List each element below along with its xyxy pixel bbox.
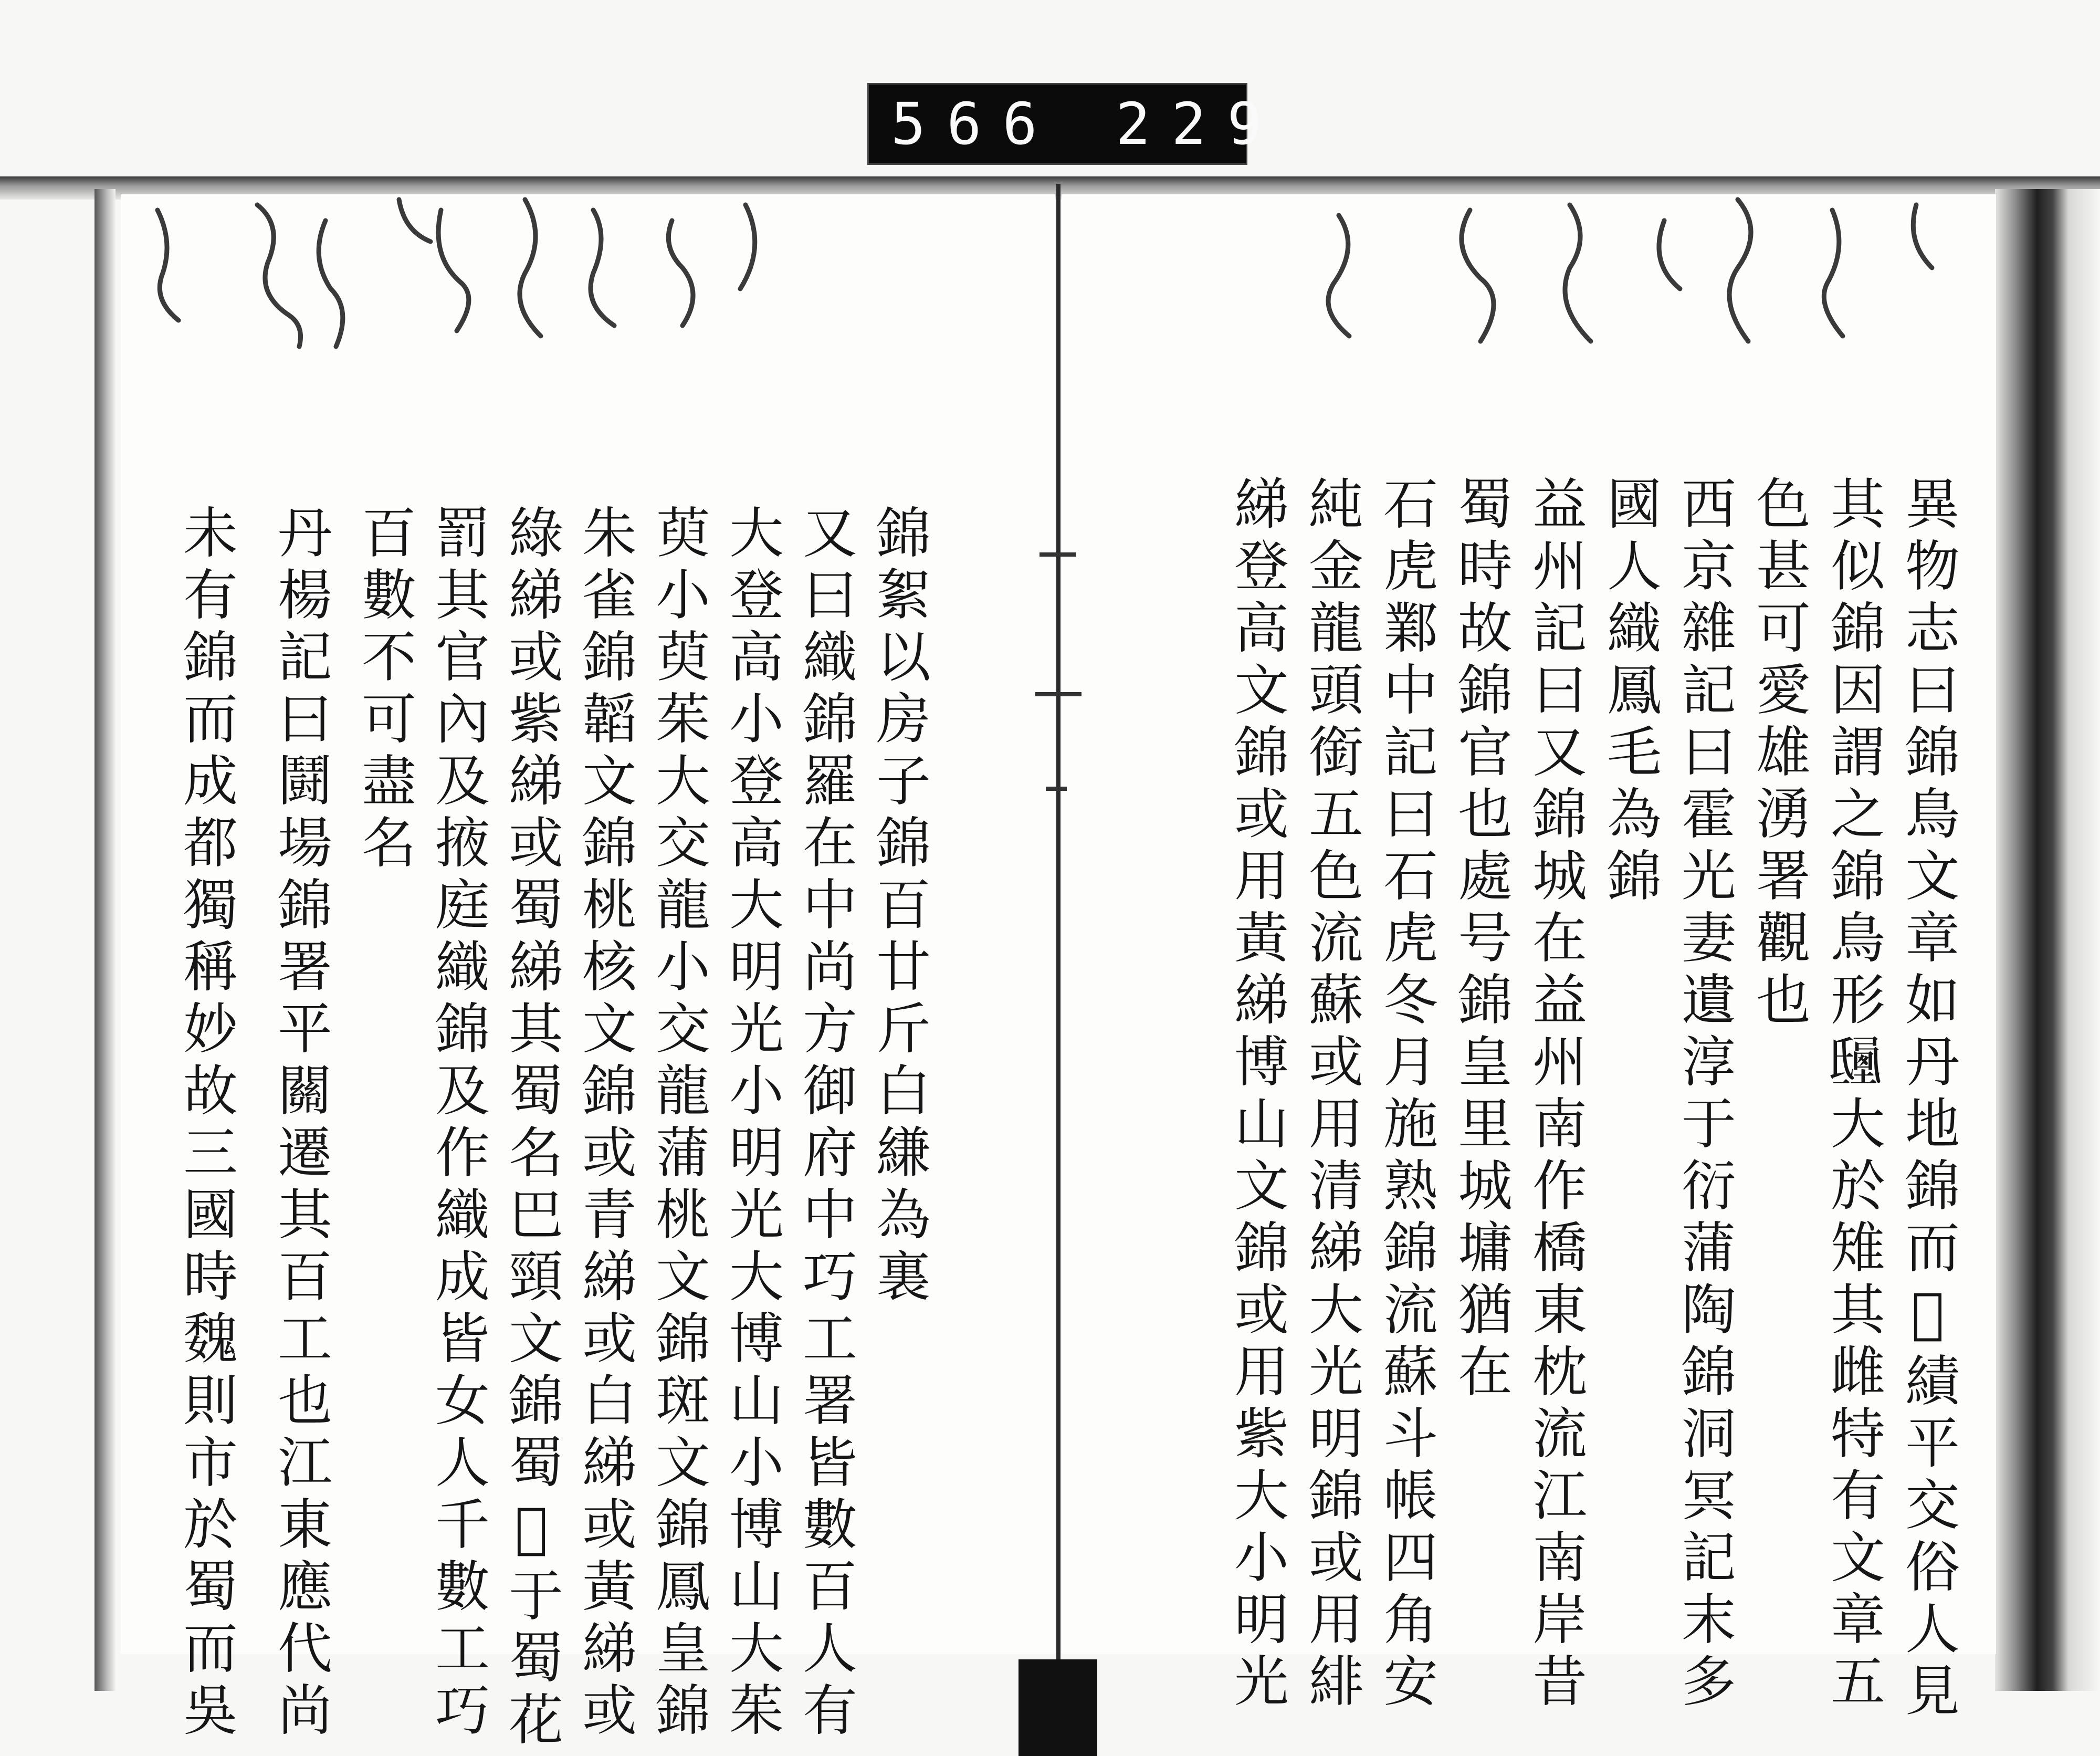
right-page-column-10: 綈登高文錦或用黃綈博山文錦或用紫大小明光 xyxy=(1225,475,1289,1715)
left-page-column-5: 朱雀錦韜文錦桃核文錦或青綈或白綈或黃綈或 xyxy=(573,504,637,1743)
left-page-column-1: 錦絮以房子錦百廿斤白縑為裏 xyxy=(867,504,931,1310)
left-page-column-2: 又曰織錦羅在中尚方御府中巧工署皆數百人有 xyxy=(793,504,857,1743)
worm-damage-right xyxy=(1297,189,1979,362)
gutter-stitch-mark xyxy=(1046,787,1067,791)
left-page-column-3: 大登高小登高大明光小明光大博山小博山大茱 xyxy=(720,504,784,1743)
left-page-column-8: 百數不可盡名 xyxy=(352,504,416,876)
left-page-column-6: 綠綈或紫綈或蜀綈其蜀名巴頸文錦蜀𦉤于蜀花 xyxy=(499,504,563,1753)
right-page-column-2: 其似錦因謂之錦鳥形𣱒大於雉其雌特有文章五 xyxy=(1821,475,1885,1715)
book-left-edge xyxy=(94,189,116,1691)
book-right-edge xyxy=(1995,189,2100,1691)
right-page-column-6: 益州記曰又錦城在益州南作橋東枕流江南岸昔 xyxy=(1523,475,1587,1715)
right-page-column-5: 國人織鳳毛為錦 xyxy=(1598,475,1662,909)
left-page-column-9: 丹楊記曰鬪場錦署平關遷其百工也江東應代尚 xyxy=(268,504,332,1743)
right-page-column-4: 西京雜記曰霍光妻遺淳于衍蒲陶錦洞冥記末多 xyxy=(1672,475,1736,1715)
frame-number: 229 xyxy=(1116,90,1283,158)
left-page-column-4: 萸小萸茱大交龍小交龍蒲桃文錦斑文錦鳳皇錦 xyxy=(646,504,710,1743)
frame-number-label xyxy=(867,83,1283,165)
book-gutter-line xyxy=(1056,184,1060,1733)
worm-damage-drawing xyxy=(126,189,808,362)
gutter-stitch-mark xyxy=(1040,552,1076,557)
gutter-foot-shadow xyxy=(1018,1659,1097,1756)
left-page-column-7: 罰其官內及掖庭織錦及作織成皆女人千數工巧 xyxy=(426,504,490,1743)
right-page-column-8: 石虎鄴中記曰石虎冬月施熟錦流蘇斗帳四角安 xyxy=(1374,475,1438,1715)
right-page-column-7: 蜀時故錦官也處号錦皇里城墉猶在 xyxy=(1448,475,1513,1405)
worm-damage-drawing xyxy=(1297,189,1979,362)
reel-number: 566 xyxy=(891,90,1058,158)
gutter-stitch-mark xyxy=(1035,692,1082,696)
right-page-column-3: 色甚可愛雄湧署觀也 xyxy=(1747,475,1811,1033)
right-page-column-9: 純金龍頭銜五色流蘇或用清綈大光明錦或用緋 xyxy=(1299,475,1363,1715)
right-page-column-1: 異物志曰錦鳥文章如丹地錦而𮫛績平交俗人見 xyxy=(1896,475,1960,1724)
left-page-column-10: 未有錦而成都獨稱妙故三國時魏則市於蜀而吳 xyxy=(174,504,238,1743)
worm-damage-left xyxy=(126,189,808,362)
